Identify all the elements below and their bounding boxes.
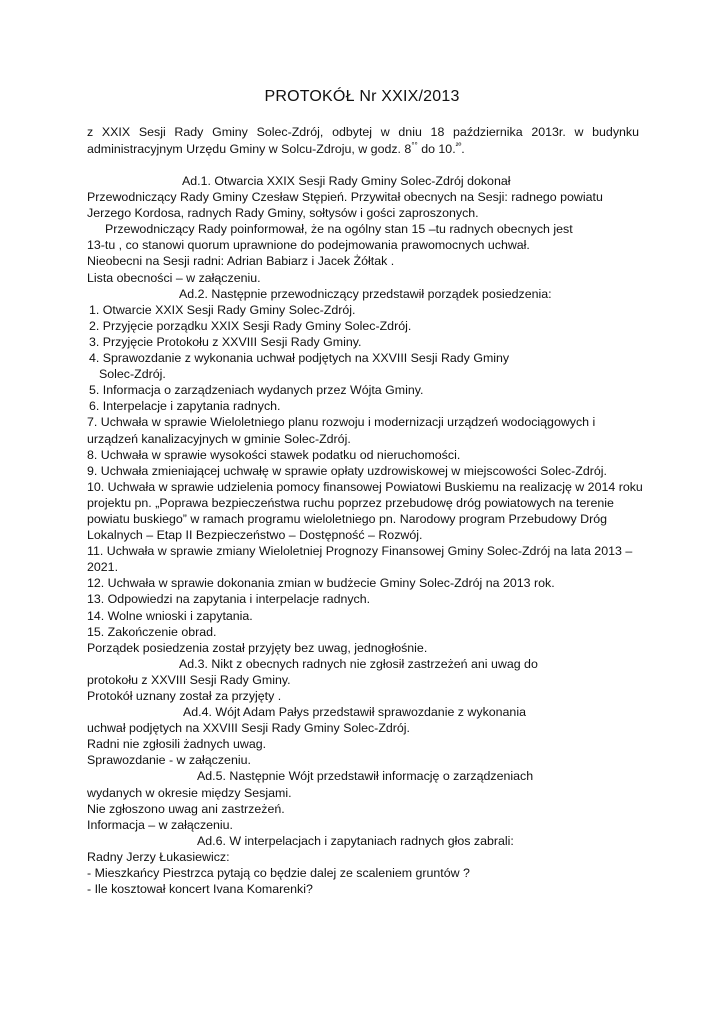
text-line: 11. Uchwała w sprawie zmiany Wieloletniej Prognozy Finansowej Gminy Solec-Zdrój na lata 2013 – [87, 544, 633, 559]
intro-line-1: z XXIX Sesji Rady Gminy Solec-Zdrój, odbytej w dniu 18 października 2013r. w budynku [87, 125, 639, 139]
text-line: 2021. [87, 560, 119, 575]
text-line: 1. Otwarcie XXIX Sesji Rady Gminy Solec-Zdrój. [89, 302, 356, 317]
text-line: 14. Wolne wnioski i zapytania. [87, 608, 253, 623]
intro-time-end-minutes: ²º [455, 141, 462, 150]
text-line: Nieobecni na Sesji radni: Adrian Babiarz i Jacek Żółtak . [87, 254, 395, 269]
text-line: - Ile kosztował koncert Ivana Komarenki? [87, 882, 313, 897]
text-line: Ad.3. Nikt z obecnych radnych nie zgłosił zastrzeżeń ani uwag do [179, 656, 538, 671]
text-line: Przewodniczący Rady Gminy Czesław Stępień. Przywitał obecnych na Sesji: radnego powiatu [87, 190, 603, 205]
text-line: protokołu z XXVIII Sesji Rady Gminy. [87, 672, 291, 687]
text-line: wydanych w okresie między Sesjami. [87, 785, 292, 800]
text-line: 5. Informacja o zarządzeniach wydanych przez Wójta Gminy. [89, 383, 424, 398]
text-line: Sprawozdanie - w załączeniu. [87, 753, 251, 768]
text-line: 8. Uchwała w sprawie wysokości stawek podatku od nieruchomości. [87, 447, 461, 462]
text-line: Nie zgłoszono uwag ani zastrzeżeń. [87, 801, 285, 816]
text-line: Protokół uznany został za przyjęty . [87, 689, 282, 703]
document-title: PROTOKÓŁ Nr XXIX/2013 [264, 88, 460, 105]
text-line: Lokalnych – Etap II Bezpieczeństwo – Dostępność – Rozwój. [87, 528, 423, 543]
text-line: 7. Uchwała w sprawie Wieloletniego planu rozwoju i modernizacji urządzeń wodociągowych i [87, 415, 596, 430]
text-line: projektu pn. „Poprawa bezpieczeństwa ruchu poprzez przebudowę dróg powiatowych na terenie [87, 495, 614, 510]
text-line: Informacja – w załączeniu. [87, 817, 234, 832]
text-line: 4. Sprawozdanie z wykonania uchwał podjętych na XXVIII Sesji Rady Gminy [89, 351, 510, 366]
text-line: 2. Przyjęcie porządku XXIX Sesji Rady Gminy Solec-Zdrój. [89, 318, 412, 333]
text-line: Ad.4. Wójt Adam Pałys przedstawił sprawozdanie z wykonania [183, 705, 526, 720]
intro-line-2 [87, 141, 639, 158]
text-line: 6. Interpelacje i zapytania radnych. [89, 399, 281, 414]
text-line: Ad.1. Otwarcia XXIX Sesji Rady Gminy Solec-Zdrój dokonał [182, 174, 511, 188]
text-line: - Mieszkańcy Piestrzca pytają co będzie dalej ze scaleniem gruntów ? [87, 866, 470, 881]
text-line: urządzeń kanalizacyjnych w gminie Solec-Zdrój. [87, 431, 351, 446]
intro-paragraph [87, 124, 639, 158]
text-line: Radni nie zgłosili żadnych uwag. [87, 737, 267, 752]
text-line: Przewodniczący Rady poinformował, że na ogólny stan 15 –tu radnych obecnych jest [105, 222, 573, 237]
text-line: Radny Jerzy Łukasiewicz: [87, 849, 230, 864]
intro-text-end: . [461, 142, 465, 156]
text-line: Lista obecności – w załączeniu. [87, 270, 261, 285]
intro-text: administracyjnym Urzędu Gminy w Solcu-Zdroju, w godz. 8 [87, 142, 412, 156]
text-line: 10. Uchwała w sprawie udzielenia pomocy finansowej Powiatowi Buskiemu na realizację w 2014 roku [87, 479, 643, 494]
text-line: 15. Zakończenie obrad. [87, 624, 217, 639]
text-line: Porządek posiedzenia został przyjęty bez uwag, jednogłośnie. [87, 640, 428, 655]
text-line: uchwał podjętych na XXVIII Sesji Rady Gminy Solec-Zdrój. [87, 721, 410, 736]
text-line: powiatu buskiego” w ramach programu wieloletniego pn. Narodowy program Przebudowy Dróg [87, 511, 607, 526]
text-line: 12. Uchwała w sprawie dokonania zmian w budżecie Gminy Solec-Zdrój na 2013 rok. [87, 576, 555, 591]
text-line: Ad.2. Następnie przewodniczący przedstawił porządek posiedzenia: [179, 286, 552, 301]
text-line: Ad.6. W interpelacjach i zapytaniach radnych głos zabrali: [197, 833, 514, 848]
intro-time-start-minutes: °° [411, 141, 418, 150]
text-line: 9. Uchwała zmieniającej uchwałę w sprawie opłaty uzdrowiskowej w miejscowości Solec-Zdrój. [87, 463, 607, 478]
protocol-body [87, 173, 647, 897]
text-line: Ad.5. Następnie Wójt przedstawił informację o zarządzeniach [197, 769, 534, 784]
text-line: Jerzego Kordosa, radnych Rady Gminy, sołtysów i gości zaproszonych. [87, 206, 479, 221]
intro-text-mid: do 10. [417, 142, 456, 156]
text-line: 13-tu , co stanowi quorum uprawnione do podejmowania prawomocnych uchwał. [87, 238, 530, 253]
text-line: Solec-Zdrój. [99, 367, 166, 382]
text-line: 3. Przyjęcie Protokołu z XXVIII Sesji Rady Gminy. [89, 334, 362, 349]
text-line: 13. Odpowiedzi na zapytania i interpelacje radnych. [87, 592, 371, 607]
